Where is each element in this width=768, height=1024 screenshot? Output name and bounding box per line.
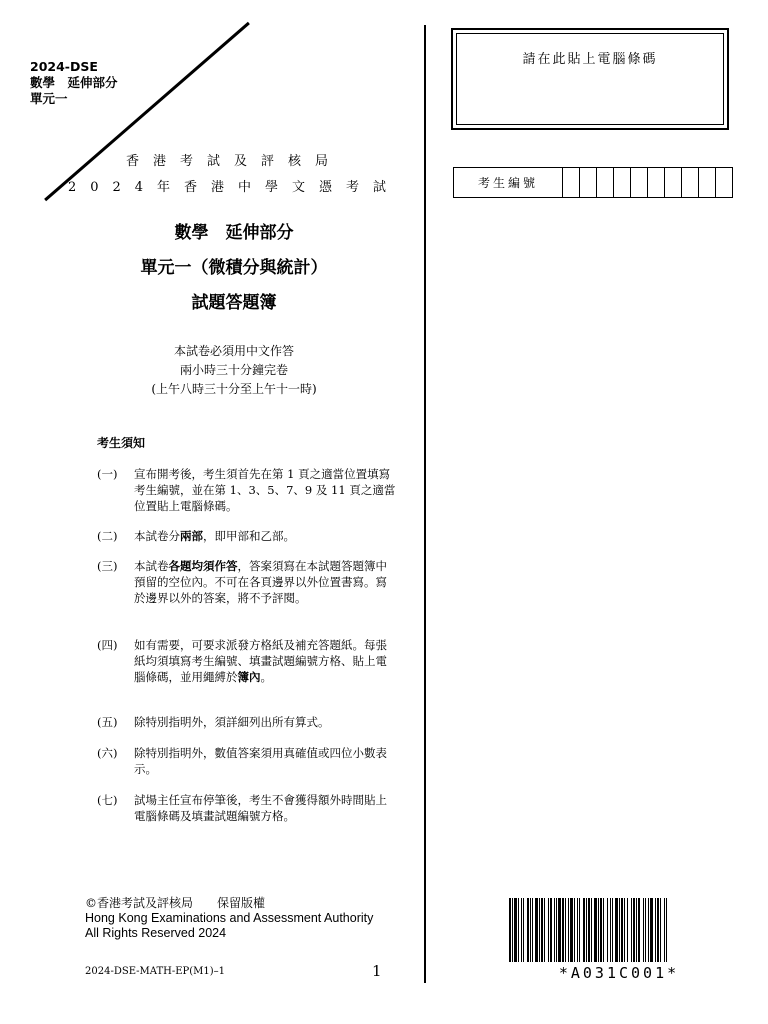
barcode-bar (586, 898, 587, 962)
corner-label (30, 59, 118, 107)
barcode-bar (556, 898, 557, 962)
page-divider (424, 25, 426, 983)
corner-subject: 數學 延伸部分 (30, 75, 118, 90)
instruction-text: 除特別指明外，數值答案須用真確值或四位小數表示。 (134, 746, 387, 776)
barcode-bar (527, 898, 529, 962)
barcode-bar (600, 898, 602, 962)
barcode-bar (643, 898, 644, 962)
instruction-number: (三) (97, 559, 118, 573)
barcode-bar (619, 898, 620, 962)
barcode-image (509, 898, 729, 962)
candidate-number-cell[interactable] (648, 168, 665, 198)
duration-note: 兩小時三十分鐘完卷 (179, 363, 288, 377)
corner-module: 單元一 (30, 91, 68, 106)
exam-info (62, 342, 406, 399)
barcode-bar (521, 898, 522, 962)
instruction-item (97, 792, 397, 824)
barcode-bar (666, 898, 667, 962)
barcode-sticker-box (451, 28, 729, 130)
barcode-bar (610, 898, 611, 962)
instruction-text: 除特別指明外，須詳細列出所有算式。 (134, 715, 330, 729)
barcode-bar (591, 898, 592, 962)
copyright-block (85, 896, 373, 941)
instruction-item (97, 558, 397, 606)
barcode-bar (554, 898, 555, 962)
barcode-bar (631, 898, 632, 962)
candidate-number-cell[interactable] (631, 168, 648, 198)
instruction-text: 試場主任宣布停筆後，考生不會獲得額外時間貼上電腦條碼及填畫試題編號方格。 (134, 793, 387, 823)
barcode-bar (583, 898, 585, 962)
barcode-bar (532, 898, 533, 962)
barcode-sticker-label: 請在此貼上電腦條碼 (456, 33, 724, 125)
instruction-number: (一) (97, 467, 118, 481)
paper-title-line1: 數學 延伸部分 (174, 223, 294, 243)
barcode-bar (509, 898, 511, 962)
barcode-bar (541, 898, 543, 962)
barcode-bar (544, 898, 545, 962)
paper-title-line2: 單元一（微積分與統計） (140, 258, 328, 278)
instruction-number: (四) (97, 638, 118, 652)
barcode-bar (638, 898, 640, 962)
instruction-number: (五) (97, 715, 118, 729)
barcode-bar (650, 898, 653, 962)
instruction-item (97, 745, 397, 777)
barcode-bar (636, 898, 637, 962)
instruction-item (97, 466, 397, 514)
page-number: 1 (372, 962, 382, 980)
barcode-bar (562, 898, 564, 962)
barcode-bar (514, 898, 517, 962)
barcode-bar (621, 898, 623, 962)
candidate-number-cell[interactable] (665, 168, 682, 198)
instruction-text: 本試卷分兩部，即甲部和乙部。 (134, 529, 295, 543)
barcode-bar (603, 898, 604, 962)
instruction-number: (六) (97, 746, 118, 760)
barcode-bar (530, 898, 531, 962)
candidate-number-cell[interactable] (563, 168, 580, 198)
instructions-heading: 考生須知 (97, 436, 146, 450)
barcode-bar (548, 898, 549, 962)
barcode-bar (577, 898, 578, 962)
barcode-bar (570, 898, 573, 962)
instruction-item (97, 528, 397, 544)
barcode-text: *A031C001* (558, 964, 680, 982)
barcode-bar (660, 898, 661, 962)
copyright-zh: ©香港考試及評核局 保留版權 (85, 896, 266, 910)
candidate-number-cell[interactable] (716, 168, 733, 198)
language-note: 本試卷必須用中文作答 (173, 344, 294, 358)
barcode-bar (655, 898, 656, 962)
barcode-bar (574, 898, 575, 962)
instruction-text: 宣布開考後，考生須首先在第 1 頁之適當位置填寫考生編號，並在第 1、3、5、7、9 及 11 頁之適當位置貼上電腦條碼。 (134, 467, 396, 513)
instruction-text: 本試卷各題均須作答，答案須寫在本試題答題簿中預留的空位內。不可在各頁邊界以外位置書寫。寫於邊界以外的答案，將不予評閱。 (134, 559, 387, 605)
barcode-bar (568, 898, 569, 962)
barcode-bar (648, 898, 649, 962)
instruction-item (97, 714, 397, 730)
barcode-bar (612, 898, 613, 962)
barcode-bar (607, 898, 608, 962)
instruction-item (97, 637, 397, 685)
candidate-number-cell[interactable] (682, 168, 699, 198)
barcode-bar (565, 898, 566, 962)
barcode-bar (615, 898, 618, 962)
candidate-number-cell[interactable] (580, 168, 597, 198)
barcode-bar (594, 898, 597, 962)
authority-name: 香港考試及評核局 (125, 154, 342, 169)
barcode-bar (627, 898, 628, 962)
barcode-bar (539, 898, 540, 962)
barcode-bar (657, 898, 659, 962)
barcode-bar (558, 898, 561, 962)
candidate-number-table (453, 167, 733, 198)
time-note: (上午八時三十分至上午十一時) (151, 382, 317, 396)
copyright-en-line1: Hong Kong Examinations and Assessment Authority (85, 911, 374, 925)
instruction-text: 如有需要，可要求派發方格紙及補充答題紙。每張紙均須填寫考生編號、填畫試題編號方格、貼上電腦條碼，並用繩縛於簿內。 (134, 638, 387, 684)
corner-diagonal-line (44, 22, 250, 201)
barcode-bar (645, 898, 646, 962)
barcode-bar (588, 898, 590, 962)
copyright-en-line2: All Rights Reserved 2024 (85, 926, 227, 940)
candidate-number-cell[interactable] (597, 168, 614, 198)
candidate-number-label: 考生編號 (454, 168, 563, 198)
candidate-number-cell[interactable] (614, 168, 631, 198)
corner-exam: 2024-DSE (30, 59, 98, 74)
barcode-bar (512, 898, 513, 962)
exam-name: 2024年香港中學文憑考試 (67, 180, 401, 195)
instruction-number: (二) (97, 529, 118, 543)
barcode-bar (550, 898, 552, 962)
barcode-bar (535, 898, 538, 962)
barcode-bar (664, 898, 665, 962)
barcode-bar (579, 898, 580, 962)
paper-title-line3: 試題答題簿 (191, 293, 277, 313)
barcode-bar (518, 898, 519, 962)
instruction-number: (七) (97, 793, 118, 807)
paper-code: 2024-DSE-MATH-EP(M1)–1 (85, 966, 226, 977)
candidate-number-cell[interactable] (699, 168, 716, 198)
barcode-bar (598, 898, 599, 962)
barcode-bar (624, 898, 625, 962)
barcode-bar (523, 898, 524, 962)
barcode-bar (633, 898, 635, 962)
